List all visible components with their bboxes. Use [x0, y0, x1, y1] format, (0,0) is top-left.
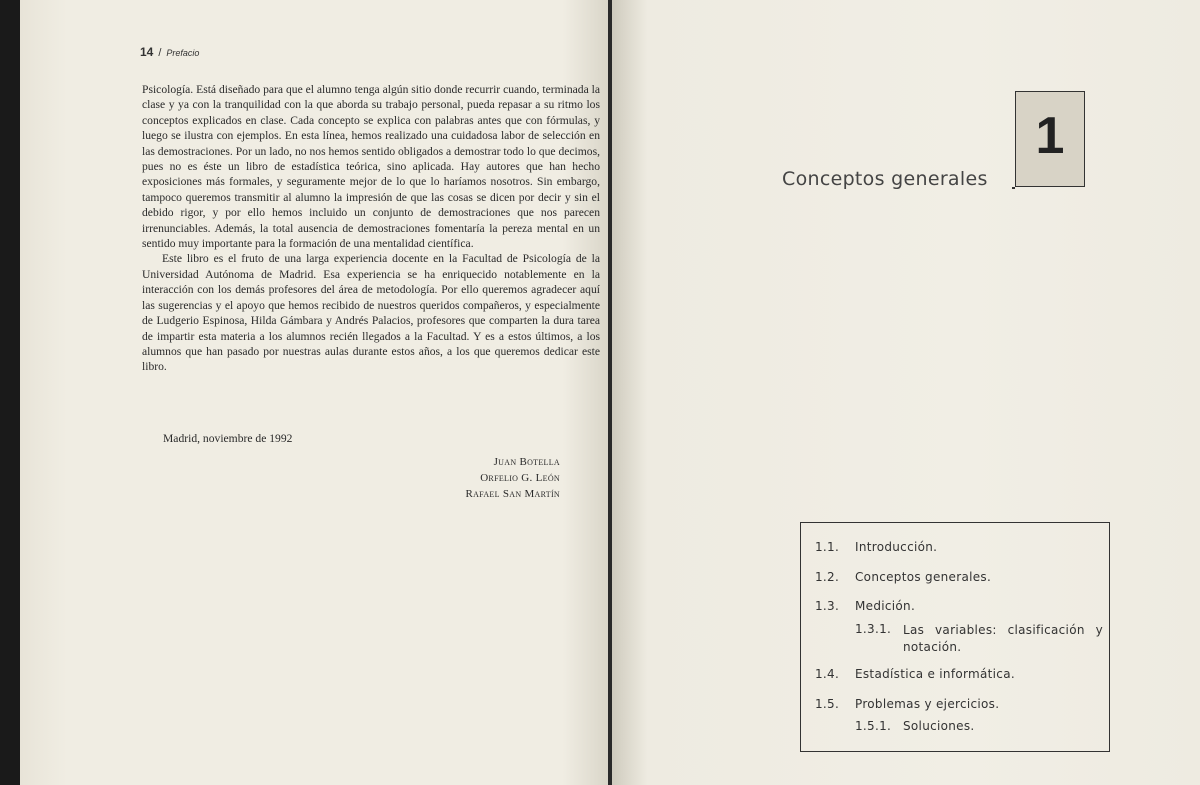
author-name: Orfelio G. León — [480, 472, 560, 484]
toc-number: 1.4. — [815, 667, 840, 681]
page-header — [140, 45, 199, 59]
authors-block — [465, 454, 560, 502]
toc-label: Medición. — [855, 599, 916, 613]
toc-label: Conceptos generales. — [855, 570, 992, 584]
chapter-contents-box — [800, 522, 1110, 752]
page-number: 14 — [140, 45, 154, 59]
left-page — [20, 0, 610, 785]
author-name: Juan Botella — [493, 456, 560, 468]
toc-number: 1.3. — [815, 599, 840, 613]
preface-paragraph-2: Este libro es el fruto de una larga experiencia docente en la Facultad de Psicología de la Universidad Autónoma de Madrid. Esa experiencia se ha enriquecido notablemente en la interacción con los demás profesores del área de metodología. Por ello queremos agradecer aquí las sugerencias y el apoyo que hemos recibido de nuestros queridos compañeros, y especialmente de Ludgerio Espinosa, Hilda Gámbara y Andrés Palacios, profesores que comparten la dura tarea de impartir esta materia a los alumnos recién llegados a la Facultad. Y es a estos últimos, a los alumnos que han pasado por nuestras aulas durante estos años, a los que queremos dedicar este libro. — [142, 252, 600, 374]
chapter-title: Conceptos generales — [782, 168, 988, 190]
header-separator: / — [158, 47, 162, 59]
header-section: Prefacio — [166, 48, 200, 58]
toc-number: 1.5. — [815, 697, 840, 711]
right-page — [612, 0, 1200, 785]
toc-number: 1.2. — [815, 570, 840, 584]
toc-number: 1.5.1. — [855, 719, 892, 733]
title-rule — [1012, 187, 1015, 189]
toc-label: Problemas y ejercicios. — [855, 697, 1000, 711]
toc-number: 1.1. — [815, 540, 840, 554]
author-name: Rafael San Martín — [465, 488, 560, 500]
toc-label: Estadística e informática. — [855, 667, 1015, 681]
chapter-number: 1 — [1035, 107, 1065, 165]
toc-number: 1.3.1. — [855, 622, 892, 636]
preface-paragraph-1: Psicología. Está diseñado para que el alumno tenga algún sitio donde recurrir cuando, terminada la clase y ya con la tranquilidad con la que aborda su trabajo personal, pueda repasar a su ritmo los conceptos explicados en clase. Cada concepto se explica con palabras antes que con fórmulas, y luego se ilustra con ejemplos. En esta línea, hemos realizado una cuidadosa labor de selección en las demostraciones. Por un lado, no nos hemos sentido obligados a demostrar todo lo que decimos, pues no es éste un libro de estadística teórica, sino aplicada. Hay autores que han hecho exposiciones más formales, y seguramente mejor de lo que lo haríamos nosotros. Sin embargo, tampoco queremos transmitir al alumno la impresión de que las cosas se dicen por decir y sin el debido rigor, y por ello hemos incluido un conjunto de demostraciones que nos parecen irrenunciables. Además, la total ausencia de demostraciones fomentaría la pereza mental en un sentido muy importante para la formación de una mentalidad científica. — [142, 83, 600, 251]
toc-label: Introducción. — [855, 540, 938, 554]
chapter-number-box — [1015, 91, 1085, 187]
toc-label: Soluciones. — [903, 719, 975, 733]
dateline: Madrid, noviembre de 1992 — [163, 432, 293, 445]
toc-label: Las variables: clasificación y notación. — [903, 623, 1103, 654]
preface-body — [142, 82, 600, 375]
